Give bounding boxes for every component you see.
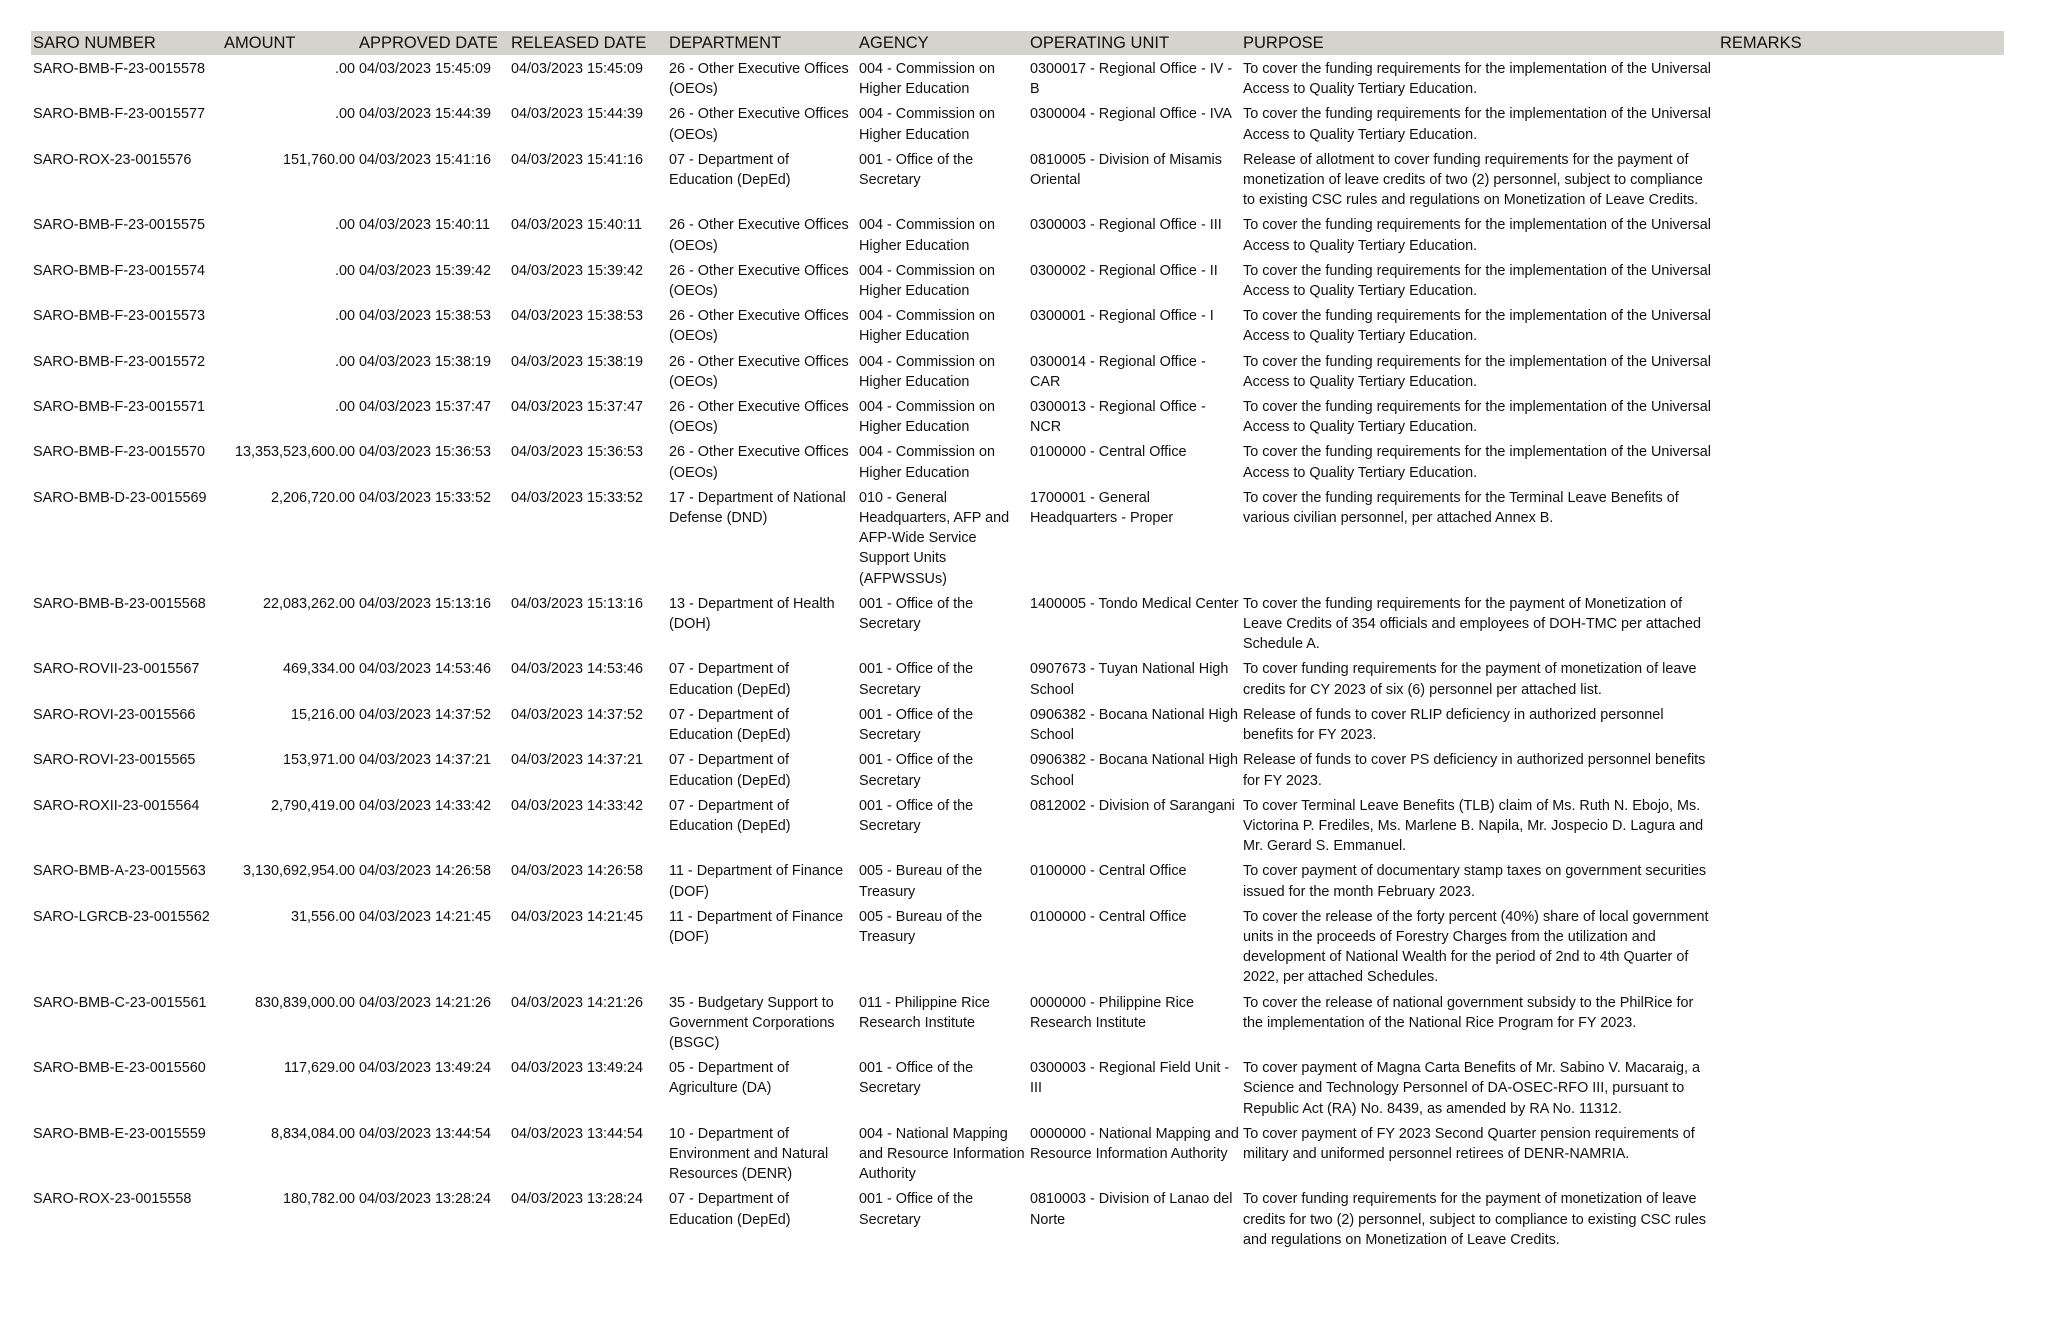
- remarks-cell: [1718, 989, 2004, 1055]
- released-date-cell: 04/03/2023 15:37:47: [511, 399, 644, 416]
- table-header: [31, 31, 2004, 55]
- operating-unit-cell: 0300001 - Regional Office - I: [1030, 308, 1214, 325]
- agency-cell: 001 - Office of the Secretary: [859, 1191, 974, 1228]
- purpose-cell: To cover the funding requirements for the implementation of the Universal Access to Quality Tertiary Education.: [1243, 308, 1711, 345]
- table-row: [31, 1185, 2004, 1251]
- department-cell: 26 - Other Executive Offices (OEOs): [669, 399, 849, 436]
- agency-cell: 001 - Office of the Secretary: [859, 661, 974, 698]
- purpose-cell: To cover the funding requirements for the implementation of the Universal Access to Quality Tertiary Education.: [1243, 399, 1711, 436]
- amount-cell: 13,353,523,600.00: [234, 444, 355, 461]
- table-row: [31, 792, 2004, 858]
- saro-number-cell: SARO-BMB-F-23-0015574: [33, 262, 205, 279]
- saro-number-cell: SARO-BMB-C-23-0015561: [33, 994, 207, 1011]
- agency-cell: 004 - Commission on Higher Education: [859, 444, 995, 481]
- approved-date-cell: 04/03/2023 14:26:58: [359, 863, 492, 880]
- saro-number-cell: SARO-BMB-A-23-0015563: [33, 863, 206, 880]
- agency-cell: 001 - Office of the Secretary: [859, 595, 974, 633]
- purpose-cell: To cover the funding requirements for the implementation of the Universal Access to Quality Tertiary Education.: [1243, 444, 1711, 481]
- operating-unit-cell: 0810003 - Division of Lanao del Norte: [1030, 1191, 1233, 1228]
- department-cell: 07 - Department of Education (DepEd): [669, 151, 791, 189]
- purpose-cell: To cover payment of FY 2023 Second Quarter pension requirements of military and uniformed personnel retirees of DENR-NAMRIA.: [1243, 1125, 1695, 1162]
- remarks-cell: [1718, 393, 2004, 438]
- released-date-cell: 04/03/2023 15:38:19: [511, 353, 644, 370]
- purpose-cell: To cover Terminal Leave Benefits (TLB) claim of Ms. Ruth N. Ebojo, Ms. Victorina P. Frediles, Ms. Marlene B. Napila, Mr. Jospecio D. Lagura and Mr. Gerard S. Emmanuel.: [1243, 797, 1704, 855]
- table-row: [31, 590, 2004, 656]
- saro-number-cell: SARO-LGRCB-23-0015562: [33, 908, 210, 925]
- released-date-cell: 04/03/2023 13:49:24: [511, 1060, 644, 1077]
- operating-unit-cell: 1700001 - General Headquarters - Proper: [1030, 489, 1174, 527]
- approved-date-cell: 04/03/2023 14:21:45: [359, 908, 492, 925]
- approved-date-cell: 04/03/2023 15:36:53: [359, 444, 492, 461]
- operating-unit-cell: 0100000 - Central Office: [1030, 444, 1187, 461]
- saro-table: [31, 31, 2004, 1251]
- department-cell: 07 - Department of Education (DepEd): [669, 706, 791, 744]
- department-cell: 10 - Department of Environment and Natural Resources (DENR): [669, 1125, 829, 1183]
- operating-unit-cell: 0100000 - Central Office: [1030, 908, 1187, 925]
- approved-date-cell: 04/03/2023 14:21:26: [359, 994, 492, 1011]
- approved-date-cell: 04/03/2023 15:40:11: [359, 217, 490, 234]
- agency-cell: 004 - Commission on Higher Education: [859, 61, 995, 98]
- amount-cell: 153,971.00: [282, 752, 355, 769]
- approved-date-cell: 04/03/2023 15:38:19: [359, 353, 492, 370]
- saro-number-cell: SARO-BMB-F-23-0015571: [33, 399, 205, 416]
- released-date-cell: 04/03/2023 14:37:21: [511, 752, 644, 769]
- remarks-cell: [1718, 857, 2004, 902]
- department-cell: 26 - Other Executive Offices (OEOs): [669, 217, 849, 254]
- department-cell: 07 - Department of Education (DepEd): [669, 1191, 791, 1228]
- released-date-cell: 04/03/2023 14:26:58: [511, 863, 644, 880]
- purpose-cell: Release of funds to cover PS deficiency in authorized personnel benefits for FY 2023.: [1243, 752, 1706, 789]
- agency-cell: 004 - Commission on Higher Education: [859, 308, 995, 345]
- table-row: [31, 989, 2004, 1055]
- operating-unit-cell: 0000000 - National Mapping and Resource Information Authority: [1030, 1125, 1239, 1162]
- approved-date-cell: 04/03/2023 15:44:39: [359, 106, 492, 123]
- released-date-cell: 04/03/2023 14:21:26: [511, 994, 644, 1011]
- department-cell: 07 - Department of Education (DepEd): [669, 752, 791, 789]
- department-cell: 05 - Department of Agriculture (DA): [669, 1060, 789, 1097]
- agency-cell: 005 - Bureau of the Treasury: [859, 908, 983, 945]
- remarks-cell: [1718, 257, 2004, 302]
- approved-date-cell: 04/03/2023 15:37:47: [359, 399, 492, 416]
- saro-number-cell: SARO-BMB-D-23-0015569: [33, 489, 207, 506]
- saro-number-cell: SARO-ROVI-23-0015565: [33, 752, 196, 769]
- approved-date-cell: 04/03/2023 15:39:42: [359, 262, 492, 279]
- agency-cell: 011 - Philippine Rice Research Institute: [859, 994, 990, 1031]
- approved-date-cell: 04/03/2023 15:45:09: [359, 61, 492, 77]
- saro-number-cell: SARO-BMB-F-23-0015577: [33, 106, 205, 123]
- department-cell: 26 - Other Executive Offices (OEOs): [669, 444, 849, 481]
- approved-date-cell: 04/03/2023 13:28:24: [359, 1191, 492, 1208]
- remarks-cell: [1718, 590, 2004, 656]
- department-cell: 07 - Department of Education (DepEd): [669, 661, 791, 698]
- agency-cell: 001 - Office of the Secretary: [859, 706, 974, 744]
- amount-cell: 180,782.00: [282, 1191, 355, 1208]
- remarks-cell: [1718, 1054, 2004, 1120]
- agency-cell: 004 - National Mapping and Resource Information Authority: [859, 1125, 1025, 1183]
- agency-cell: 001 - Office of the Secretary: [859, 1060, 974, 1097]
- table-row: [31, 655, 2004, 700]
- approved-date-cell: 04/03/2023 14:37:52: [359, 706, 492, 723]
- operating-unit-cell: 0906382 - Bocana National High School: [1030, 752, 1239, 789]
- purpose-cell: To cover the release of the forty percent (40%) share of local government units in the proceeds of Forestry Charges from the utilization and development of National Wealth for the period of 2nd to 4th Quarter of 2022, per attached Schedules.: [1243, 908, 1709, 986]
- department-cell: 13 - Department of Health (DOH): [669, 595, 835, 633]
- remarks-cell: [1718, 302, 2004, 347]
- agency-cell: 001 - Office of the Secretary: [859, 752, 974, 789]
- saro-number-cell: SARO-ROVI-23-0015566: [33, 706, 196, 723]
- approved-date-cell: 04/03/2023 14:37:21: [359, 752, 492, 769]
- col-operating-unit-header: OPERATING UNIT: [1028, 31, 1241, 55]
- amount-cell: 3,130,692,954.00: [242, 863, 355, 880]
- saro-number-cell: SARO-BMB-F-23-0015573: [33, 308, 205, 325]
- agency-cell: 004 - Commission on Higher Education: [859, 353, 995, 390]
- table-row: [31, 746, 2004, 791]
- released-date-cell: 04/03/2023 15:39:42: [511, 262, 644, 279]
- remarks-cell: [1718, 55, 2004, 100]
- department-cell: 26 - Other Executive Offices (OEOs): [669, 262, 849, 300]
- saro-number-cell: SARO-BMB-F-23-0015572: [33, 353, 205, 370]
- purpose-cell: To cover funding requirements for the payment of monetization of leave credits for two (2) personnel, subject to compliance to existing CSC rules and regulations on Monetization of Leave Credits.: [1243, 1191, 1707, 1248]
- saro-number-cell: SARO-ROXII-23-0015564: [33, 797, 200, 814]
- operating-unit-cell: 0300003 - Regional Office - III: [1030, 217, 1222, 234]
- table-row: [31, 146, 2004, 212]
- released-date-cell: 04/03/2023 13:44:54: [511, 1125, 644, 1142]
- remarks-cell: [1718, 746, 2004, 791]
- amount-cell: 15,216.00: [290, 706, 355, 723]
- agency-cell: 004 - Commission on Higher Education: [859, 217, 995, 254]
- purpose-cell: To cover funding requirements for the payment of monetization of leave credits for CY 2023 of six (6) personnel per attached list.: [1243, 661, 1697, 698]
- released-date-cell: 04/03/2023 15:40:11: [511, 217, 642, 234]
- amount-cell: 22,083,262.00: [262, 595, 355, 612]
- agency-cell: 004 - Commission on Higher Education: [859, 106, 995, 143]
- remarks-cell: [1718, 348, 2004, 393]
- table-row: [31, 302, 2004, 347]
- amount-cell: .00: [334, 353, 355, 370]
- table-row: [31, 1054, 2004, 1120]
- department-cell: 26 - Other Executive Offices (OEOs): [669, 61, 849, 98]
- saro-number-cell: SARO-ROX-23-0015576: [33, 151, 192, 168]
- operating-unit-cell: 0300002 - Regional Office - II: [1030, 262, 1218, 279]
- remarks-cell: [1718, 438, 2004, 483]
- col-saro-number-header: SARO NUMBER: [31, 31, 222, 55]
- amount-cell: 2,206,720.00: [270, 489, 355, 506]
- table-row: [31, 903, 2004, 989]
- table-row: [31, 348, 2004, 393]
- col-remarks-header: REMARKS: [1718, 31, 2004, 55]
- released-date-cell: 04/03/2023 15:13:16: [511, 595, 644, 612]
- department-cell: 07 - Department of Education (DepEd): [669, 797, 791, 834]
- released-date-cell: 04/03/2023 14:53:46: [511, 661, 644, 678]
- operating-unit-cell: 0906382 - Bocana National High School: [1030, 706, 1239, 744]
- agency-cell: 001 - Office of the Secretary: [859, 151, 974, 189]
- col-released-date-header: RELEASED DATE: [509, 31, 667, 55]
- amount-cell: 117,629.00: [284, 1060, 355, 1077]
- released-date-cell: 04/03/2023 14:33:42: [511, 797, 644, 814]
- approved-date-cell: 04/03/2023 13:49:24: [359, 1060, 492, 1077]
- saro-number-cell: SARO-BMB-F-23-0015575: [33, 217, 205, 234]
- approved-date-cell: 04/03/2023 15:13:16: [359, 595, 492, 612]
- approved-date-cell: 04/03/2023 15:33:52: [359, 489, 492, 506]
- remarks-cell: [1718, 146, 2004, 212]
- remarks-cell: [1718, 792, 2004, 858]
- amount-cell: 2,790,419.00: [270, 797, 355, 814]
- remarks-cell: [1718, 903, 2004, 989]
- released-date-cell: 04/03/2023 15:45:09: [511, 61, 644, 77]
- department-cell: 35 - Budgetary Support to Government Corporations (BSGC): [669, 994, 835, 1051]
- purpose-cell: Release of allotment to cover funding requirements for the payment of monetization of leave credits of two (2) personnel, subject to compliance to existing CSC rules and regulations on Monetization of Leave Credits.: [1243, 151, 1703, 209]
- department-cell: 17 - Department of National Defense (DND): [669, 489, 846, 527]
- saro-number-cell: SARO-ROX-23-0015558: [33, 1191, 192, 1208]
- operating-unit-cell: 0810005 - Division of Misamis Oriental: [1030, 151, 1222, 189]
- purpose-cell: To cover the funding requirements for the Terminal Leave Benefits of various civilian personnel, per attached Annex B.: [1243, 489, 1679, 527]
- header-row: [31, 31, 2004, 55]
- purpose-cell: To cover the funding requirements for the implementation of the Universal Access to Quality Tertiary Education.: [1243, 61, 1711, 98]
- released-date-cell: 04/03/2023 15:44:39: [511, 106, 644, 123]
- purpose-cell: To cover the funding requirements for the implementation of the Universal Access to Quality Tertiary Education.: [1243, 106, 1711, 143]
- agency-cell: 001 - Office of the Secretary: [859, 797, 974, 834]
- operating-unit-cell: 0300017 - Regional Office - IV - B: [1030, 61, 1233, 98]
- approved-date-cell: 04/03/2023 15:38:53: [359, 308, 492, 325]
- table-body: [31, 55, 2004, 1251]
- operating-unit-cell: 0000000 - Philippine Rice Research Institute: [1030, 994, 1195, 1031]
- amount-cell: 8,834,084.00: [270, 1125, 355, 1142]
- table-row: [31, 438, 2004, 483]
- operating-unit-cell: 0300014 - Regional Office - CAR: [1030, 353, 1206, 390]
- remarks-cell: [1718, 1185, 2004, 1251]
- remarks-cell: [1718, 211, 2004, 256]
- remarks-cell: [1718, 1120, 2004, 1186]
- amount-cell: 469,334.00: [282, 661, 355, 678]
- approved-date-cell: 04/03/2023 14:53:46: [359, 661, 492, 678]
- purpose-cell: Release of funds to cover RLIP deficiency in authorized personnel benefits for FY 2023.: [1243, 706, 1664, 744]
- released-date-cell: 04/03/2023 15:36:53: [511, 444, 644, 461]
- operating-unit-cell: 0300013 - Regional Office - NCR: [1030, 399, 1206, 436]
- amount-cell: .00: [334, 217, 355, 234]
- saro-sheet: [31, 31, 2004, 1251]
- agency-cell: 005 - Bureau of the Treasury: [859, 863, 983, 900]
- amount-cell: .00: [334, 399, 355, 416]
- released-date-cell: 04/03/2023 14:37:52: [511, 706, 644, 723]
- saro-number-cell: SARO-BMB-E-23-0015559: [33, 1125, 206, 1142]
- operating-unit-cell: 1400005 - Tondo Medical Center: [1030, 595, 1239, 612]
- table-row: [31, 100, 2004, 145]
- table-row: [31, 257, 2004, 302]
- amount-cell: 31,556.00: [290, 908, 355, 925]
- purpose-cell: To cover the funding requirements for the implementation of the Universal Access to Quality Tertiary Education.: [1243, 217, 1711, 254]
- remarks-cell: [1718, 701, 2004, 746]
- purpose-cell: To cover payment of Magna Carta Benefits of Mr. Sabino V. Macaraig, a Science and Technology Personnel of DA-OSEC-RFO III, pursuant to Republic Act (RA) No. 8439, as amended by RA No. 11312.: [1243, 1060, 1701, 1117]
- col-amount-header: AMOUNT: [222, 31, 357, 55]
- agency-cell: 004 - Commission on Higher Education: [859, 262, 995, 300]
- saro-number-cell: SARO-BMB-E-23-0015560: [33, 1060, 206, 1077]
- department-cell: 11 - Department of Finance (DOF): [669, 908, 844, 945]
- approved-date-cell: 04/03/2023 15:41:16: [359, 151, 492, 168]
- released-date-cell: 04/03/2023 13:28:24: [511, 1191, 644, 1208]
- remarks-cell: [1718, 100, 2004, 145]
- department-cell: 26 - Other Executive Offices (OEOs): [669, 353, 849, 390]
- table-row: [31, 1120, 2004, 1186]
- approved-date-cell: 04/03/2023 14:33:42: [359, 797, 492, 814]
- released-date-cell: 04/03/2023 15:41:16: [511, 151, 644, 168]
- col-purpose-header: PURPOSE: [1241, 31, 1718, 55]
- operating-unit-cell: 0300004 - Regional Office - IVA: [1030, 106, 1232, 123]
- col-approved-date-header: APPROVED DATE: [357, 31, 509, 55]
- department-cell: 26 - Other Executive Offices (OEOs): [669, 106, 849, 143]
- operating-unit-cell: 0100000 - Central Office: [1030, 863, 1187, 880]
- saro-number-cell: SARO-ROVII-23-0015567: [33, 661, 200, 678]
- amount-cell: 830,839,000.00: [254, 994, 355, 1011]
- saro-number-cell: SARO-BMB-B-23-0015568: [33, 595, 206, 612]
- operating-unit-cell: 0907673 - Tuyan National High School: [1030, 661, 1229, 698]
- amount-cell: .00: [334, 106, 355, 123]
- purpose-cell: To cover the funding requirements for the implementation of the Universal Access to Quality Tertiary Education.: [1243, 353, 1711, 390]
- released-date-cell: 04/03/2023 15:33:52: [511, 489, 644, 506]
- remarks-cell: [1718, 484, 2004, 590]
- operating-unit-cell: 0300003 - Regional Field Unit - III: [1030, 1060, 1230, 1097]
- col-department-header: DEPARTMENT: [667, 31, 857, 55]
- amount-cell: .00: [334, 61, 355, 77]
- amount-cell: .00: [334, 308, 355, 325]
- approved-date-cell: 04/03/2023 13:44:54: [359, 1125, 492, 1142]
- table-row: [31, 393, 2004, 438]
- purpose-cell: To cover the funding requirements for the implementation of the Universal Access to Quality Tertiary Education.: [1243, 262, 1711, 300]
- table-row: [31, 484, 2004, 590]
- purpose-cell: To cover payment of documentary stamp taxes on government securities issued for the month February 2023.: [1243, 863, 1707, 900]
- agency-cell: 004 - Commission on Higher Education: [859, 399, 995, 436]
- agency-cell: 010 - General Headquarters, AFP and AFP-Wide Service Support Units (AFPWSSUs): [859, 489, 1010, 587]
- col-agency-header: AGENCY: [857, 31, 1028, 55]
- released-date-cell: 04/03/2023 14:21:45: [511, 908, 644, 925]
- amount-cell: 151,760.00: [282, 151, 355, 168]
- saro-number-cell: SARO-BMB-F-23-0015578: [33, 61, 205, 77]
- saro-number-cell: SARO-BMB-F-23-0015570: [33, 444, 205, 461]
- purpose-cell: To cover the funding requirements for the payment of Monetization of Leave Credits of 354 officials and employees of DOH-TMC per attached Schedule A.: [1243, 595, 1702, 653]
- operating-unit-cell: 0812002 - Division of Sarangani: [1030, 797, 1235, 814]
- released-date-cell: 04/03/2023 15:38:53: [511, 308, 644, 325]
- amount-cell: .00: [334, 262, 355, 279]
- table-row: [31, 701, 2004, 746]
- table-row: [31, 211, 2004, 256]
- table-row: [31, 55, 2004, 100]
- department-cell: 11 - Department of Finance (DOF): [669, 863, 844, 900]
- remarks-cell: [1718, 655, 2004, 700]
- purpose-cell: To cover the release of national government subsidy to the PhilRice for the implementation of the National Rice Program for FY 2023.: [1243, 994, 1694, 1031]
- table-row: [31, 857, 2004, 902]
- department-cell: 26 - Other Executive Offices (OEOs): [669, 308, 849, 345]
